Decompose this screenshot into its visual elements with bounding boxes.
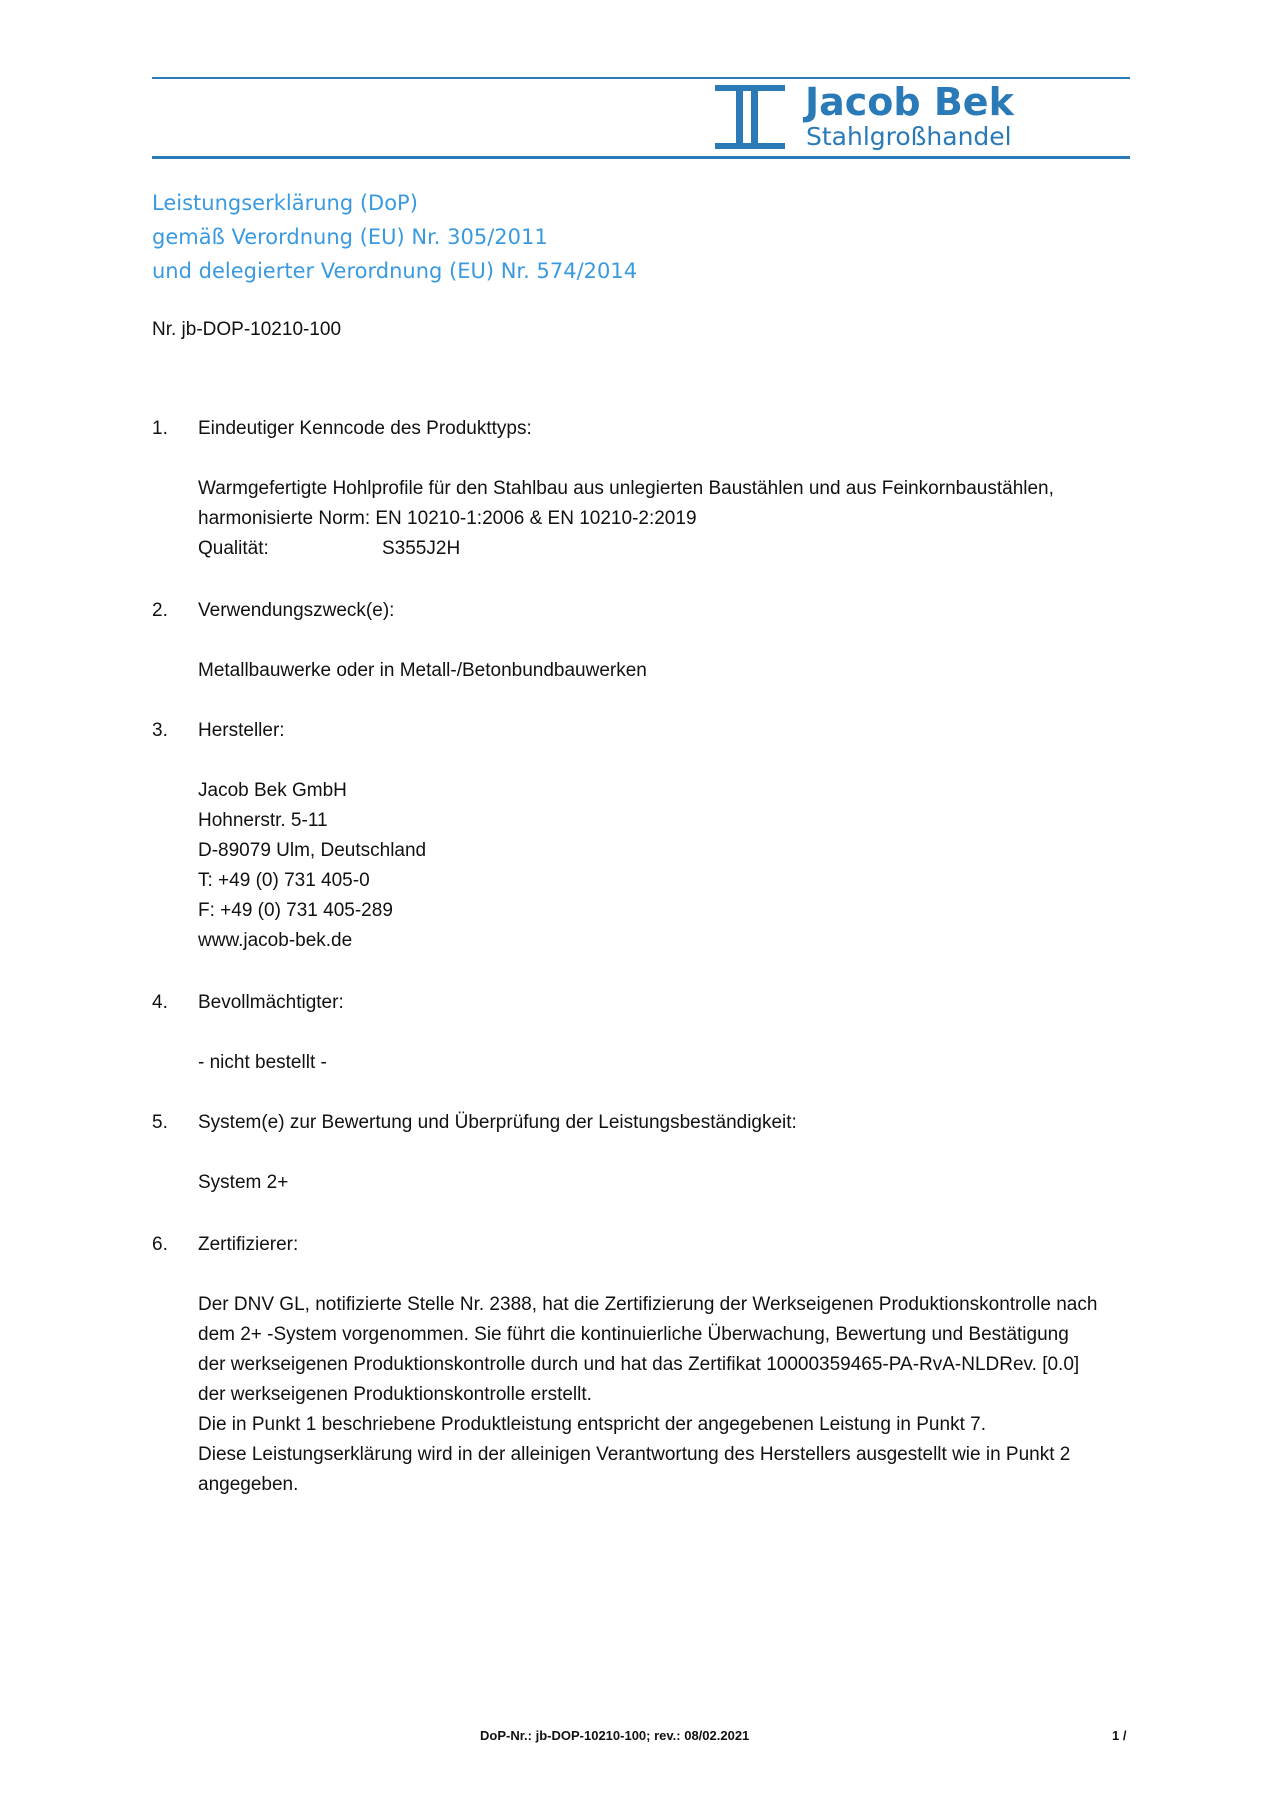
- title-line-1: Leistungserklärung (DoP): [152, 191, 418, 215]
- section-title: Eindeutiger Kenncode des Produkttyps:: [198, 418, 532, 439]
- certifier-line: der werkseigenen Produktionskontrolle erstellt.: [198, 1384, 592, 1405]
- section-body: [198, 1048, 1132, 1078]
- website: www.jacob-bek.de: [198, 930, 353, 951]
- document-title: [152, 186, 637, 288]
- city: D-89079 Ulm, Deutschland: [198, 840, 427, 861]
- street-address: Hohnerstr. 5-11: [198, 810, 328, 831]
- section-3: [152, 716, 1132, 956]
- section-number: 1.: [152, 418, 168, 439]
- company-logo: [715, 82, 1045, 152]
- logo-beam-icon: [715, 85, 785, 149]
- section-6: [152, 1230, 1132, 1500]
- title-line-2: gemäß Verordnung (EU) Nr. 305/2011: [152, 225, 548, 249]
- fax: F: +49 (0) 731 405-289: [198, 900, 393, 921]
- header-bottom-rule: [152, 156, 1130, 159]
- section-2: [152, 596, 1132, 686]
- section-title: Bevollmächtigter:: [198, 992, 344, 1013]
- document-number: Nr. jb-DOP-10210-100: [152, 319, 342, 340]
- section-number: 3.: [152, 720, 168, 741]
- authorised-representative: - nicht bestellt -: [198, 1052, 327, 1073]
- section-5: [152, 1108, 1132, 1198]
- section-title: System(e) zur Bewertung und Überprüfung der Leistungsbeständigkeit:: [198, 1112, 797, 1133]
- section-title: Verwendungszweck(e):: [198, 600, 395, 621]
- section-4: [152, 988, 1132, 1078]
- brand-subtitle: Stahlgroßhandel: [806, 122, 1012, 151]
- section-body: [198, 1168, 1132, 1198]
- section-body: [198, 474, 1132, 564]
- certifier-line: Die in Punkt 1 beschriebene Produktleistung entspricht der angegebenen Leistung in Punkt 7.: [198, 1414, 986, 1435]
- footer-dop-reference: DoP-Nr.: jb-DOP-10210-100; rev.: 08/02.2021: [480, 1728, 750, 1743]
- quality-value: S355J2H: [382, 538, 461, 559]
- certifier-line: Der DNV GL, notifizierte Stelle Nr. 2388, hat die Zertifizierung der Werkseigenen Produktionskontrolle nach: [198, 1294, 1098, 1315]
- manufacturer-address: [198, 776, 1132, 956]
- phone: T: +49 (0) 731 405-0: [198, 870, 370, 891]
- certifier-line: angegeben.: [198, 1474, 299, 1495]
- intended-use: Metallbauwerke oder in Metall-/Betonbundbauwerken: [198, 660, 647, 681]
- section-number: 6.: [152, 1234, 168, 1255]
- quality-label: Qualität:: [198, 538, 269, 559]
- header-top-rule: [152, 77, 1130, 79]
- section-number: 4.: [152, 992, 168, 1013]
- company-name: Jacob Bek GmbH: [198, 780, 347, 801]
- title-line-3: und delegierter Verordnung (EU) Nr. 574/2014: [152, 259, 638, 283]
- certifier-text: [198, 1290, 1132, 1500]
- section-1: [152, 414, 1132, 564]
- brand-name: Jacob Bek: [805, 80, 1014, 124]
- section-number: 2.: [152, 600, 168, 621]
- section-number: 5.: [152, 1112, 168, 1133]
- certifier-line: dem 2+ -System vorgenommen. Sie führt die kontinuierliche Überwachung, Bewertung und Bestätigung: [198, 1324, 1069, 1345]
- certifier-line: der werkseigenen Produktionskontrolle durch und hat das Zertifikat 10000359465-PA-RvA-NLDRev. [0.0]: [198, 1354, 1080, 1375]
- section-title: Zertifizierer:: [198, 1234, 299, 1255]
- footer-page-number: 1 /: [1112, 1728, 1127, 1743]
- section-body: [198, 656, 1132, 686]
- certifier-line: Diese Leistungserklärung wird in der alleinigen Verantwortung des Herstellers ausgestellt wie in Punkt 2: [198, 1444, 1071, 1465]
- section-title: Hersteller:: [198, 720, 285, 741]
- quality-row: [198, 534, 1132, 564]
- harmonised-standard: harmonisierte Norm: EN 10210-1:2006 & EN 10210-2:2019: [198, 508, 697, 529]
- product-description: Warmgefertigte Hohlprofile für den Stahlbau aus unlegierten Baustählen und aus Feinkornbaustählen,: [198, 478, 1054, 499]
- assessment-system: System 2+: [198, 1172, 289, 1193]
